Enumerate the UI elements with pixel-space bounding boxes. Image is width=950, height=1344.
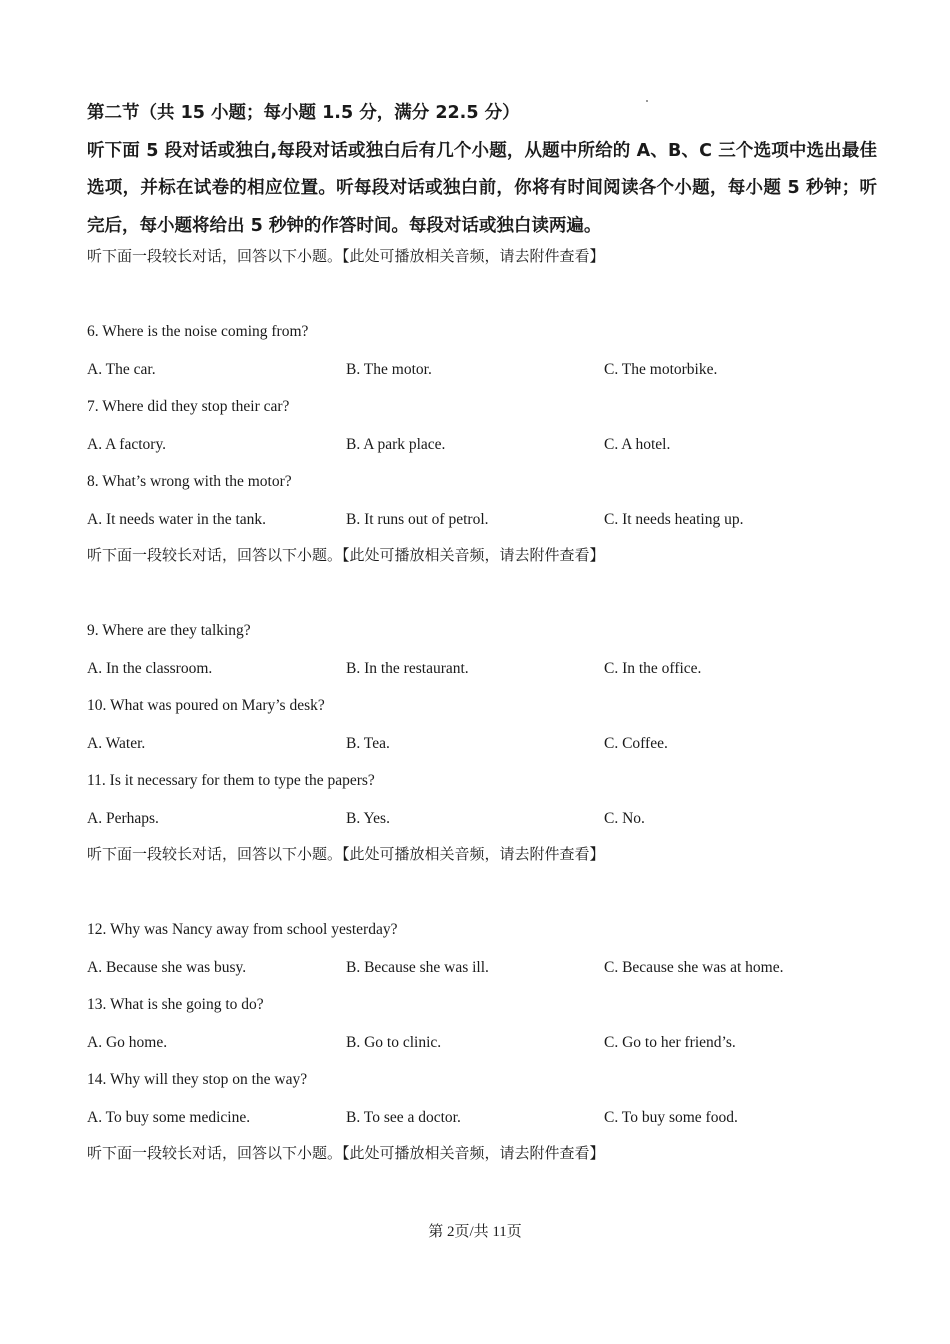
option-a: A. A factory. bbox=[87, 435, 167, 453]
option-b: B. In the restaurant. bbox=[346, 659, 469, 677]
option-a: A. To buy some medicine. bbox=[87, 1108, 251, 1126]
option-c: C. The motorbike. bbox=[604, 360, 718, 378]
option-b: B. Yes. bbox=[346, 809, 390, 827]
options-6 bbox=[87, 351, 887, 389]
option-c: C. In the office. bbox=[604, 659, 702, 677]
dialogue-group-3 bbox=[87, 836, 887, 1136]
option-b: B. Go to clinic. bbox=[346, 1033, 442, 1051]
option-b: B. Tea. bbox=[346, 734, 390, 752]
listen-note: 听下面一段较长对话，回答以下小题。【此处可播放相关音频，请去附件查看】 bbox=[87, 247, 605, 265]
question-8: 8. What’s wrong with the motor? bbox=[87, 473, 292, 490]
options-7 bbox=[87, 426, 887, 464]
question-10: 10. What was poured on Mary’s desk? bbox=[87, 697, 325, 714]
question-11: 11. Is it necessary for them to type the papers? bbox=[87, 772, 375, 789]
option-c: C. Coffee. bbox=[604, 734, 668, 752]
option-a: A. Go home. bbox=[87, 1033, 168, 1051]
question-7: 7. Where did they stop their car? bbox=[87, 398, 290, 415]
option-c: C. No. bbox=[604, 809, 645, 827]
listen-note: 听下面一段较长对话，回答以下小题。【此处可播放相关音频，请去附件查看】 bbox=[87, 546, 605, 564]
question-9: 9. Where are they talking? bbox=[87, 622, 251, 639]
options-12 bbox=[87, 949, 887, 987]
option-a: A. It needs water in the tank. bbox=[87, 510, 267, 528]
section-instruction: 听下面 5 段对话或独白,每段对话或独白后有几个小题，从题中所给的 A、B、C 三个选项中选出最佳选项，并标在试卷的相应位置。听每段对话或独白前，你将有时间阅读各个小题，每小题 5 秒钟；听完后，每小题将给出 5 秒钟的作答时间。每段对话或独白读两遍。 bbox=[87, 140, 877, 236]
options-9 bbox=[87, 650, 887, 688]
option-b: B. Because she was ill. bbox=[346, 958, 489, 976]
options-11 bbox=[87, 800, 887, 838]
question-12: 12. Why was Nancy away from school yesterday? bbox=[87, 921, 398, 938]
options-14 bbox=[87, 1099, 887, 1137]
option-c: C. It needs heating up. bbox=[604, 510, 744, 528]
page-footer: 第 2页/共 11页 bbox=[428, 1224, 522, 1240]
option-b: B. The motor. bbox=[346, 360, 432, 378]
option-c: C. Go to her friend’s. bbox=[604, 1033, 736, 1051]
question-13: 13. What is she going to do? bbox=[87, 996, 264, 1013]
options-8 bbox=[87, 501, 887, 539]
option-a: A. In the classroom. bbox=[87, 659, 213, 677]
option-c: C. To buy some food. bbox=[604, 1108, 738, 1126]
dialogue-group-2 bbox=[87, 537, 887, 837]
option-b: B. To see a doctor. bbox=[346, 1108, 461, 1126]
listen-note: 听下面一段较长对话，回答以下小题。【此处可播放相关音频，请去附件查看】 bbox=[87, 1144, 605, 1162]
option-c: C. A hotel. bbox=[604, 435, 671, 453]
option-c: C. Because she was at home. bbox=[604, 958, 784, 976]
option-b: B. It runs out of petrol. bbox=[346, 510, 489, 528]
section-header bbox=[87, 95, 877, 245]
option-a: A. Water. bbox=[87, 734, 146, 752]
option-a: A. Because she was busy. bbox=[87, 958, 247, 976]
dialogue-group-4 bbox=[87, 1135, 887, 1173]
listen-note: 听下面一段较长对话，回答以下小题。【此处可播放相关音频，请去附件查看】 bbox=[87, 845, 605, 863]
question-6: 6. Where is the noise coming from? bbox=[87, 323, 309, 340]
option-a: A. Perhaps. bbox=[87, 809, 159, 827]
dialogue-group-1 bbox=[87, 238, 887, 538]
option-a: A. The car. bbox=[87, 360, 156, 378]
options-10 bbox=[87, 725, 887, 763]
option-b: B. A park place. bbox=[346, 435, 446, 453]
section-title: 第二节（共 15 小题；每小题 1.5 分，满分 22.5 分） bbox=[87, 103, 520, 123]
options-13 bbox=[87, 1024, 887, 1062]
question-14: 14. Why will they stop on the way? bbox=[87, 1071, 308, 1088]
